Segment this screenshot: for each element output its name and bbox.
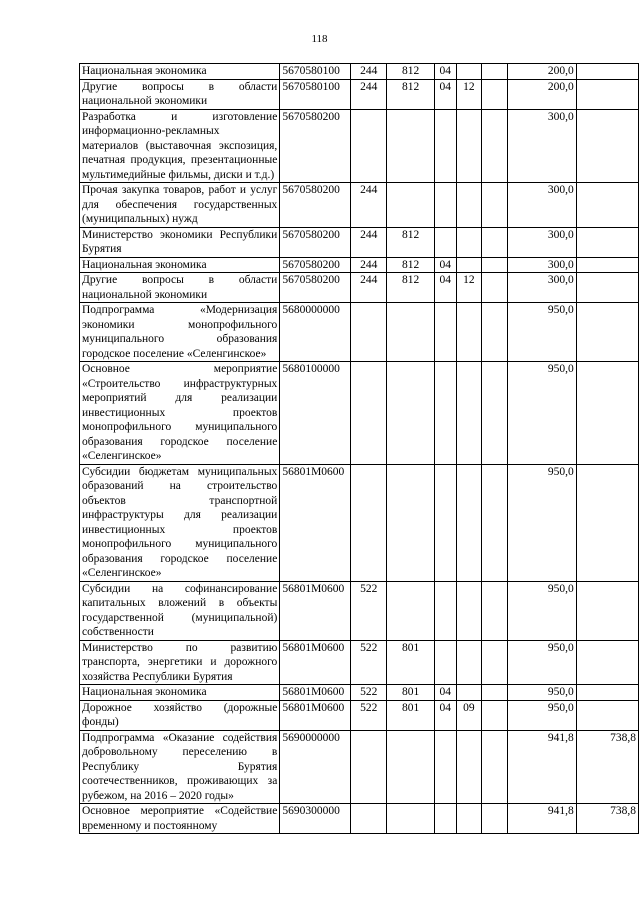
row-value-cell-3 bbox=[576, 183, 638, 228]
table-row bbox=[80, 730, 639, 804]
page-number: 118 bbox=[311, 33, 328, 45]
row-code-cell: 5670580100 bbox=[280, 64, 351, 80]
row-code-cell: 5680100000 bbox=[280, 362, 351, 465]
table-row bbox=[80, 227, 639, 257]
table-row bbox=[80, 183, 639, 228]
row-vr-cell bbox=[351, 362, 387, 465]
row-value-cell-1 bbox=[482, 804, 508, 834]
row-pr-cell bbox=[456, 64, 481, 80]
row-rz-cell bbox=[434, 109, 456, 183]
row-value-cell-1 bbox=[482, 79, 508, 109]
row-rz-cell bbox=[434, 227, 456, 257]
row-name-cell: Национальная экономика bbox=[80, 685, 280, 701]
row-vr-cell: 522 bbox=[351, 685, 387, 701]
row-name-cell: Национальная экономика bbox=[80, 64, 280, 80]
row-value-cell-2: 200,0 bbox=[507, 79, 576, 109]
row-value-cell-1 bbox=[482, 257, 508, 273]
row-name-cell: Основное мероприятие «Содействие временному и постоянному bbox=[80, 804, 280, 834]
row-value-cell-2: 950,0 bbox=[507, 640, 576, 685]
row-value-cell-1 bbox=[482, 581, 508, 640]
row-rz-cell bbox=[434, 730, 456, 804]
row-value-cell-3 bbox=[576, 303, 638, 362]
row-pr-cell: 12 bbox=[456, 79, 481, 109]
row-value-cell-1 bbox=[482, 273, 508, 303]
row-value-cell-1 bbox=[482, 685, 508, 701]
row-value-cell-1 bbox=[482, 183, 508, 228]
row-value-cell-1 bbox=[482, 362, 508, 465]
row-rz-cell bbox=[434, 464, 456, 581]
table-row bbox=[80, 685, 639, 701]
row-value-cell-2: 300,0 bbox=[507, 257, 576, 273]
budget-table bbox=[79, 63, 639, 834]
row-value-cell-2: 200,0 bbox=[507, 64, 576, 80]
row-pr-cell: 12 bbox=[456, 273, 481, 303]
row-name-cell: Подпрограмма «Оказание содействия добровольному переселению в Республику Бурятия соотечественников, проживающих за рубежом, на 2016 – 2020 годы» bbox=[80, 730, 280, 804]
row-code-cell: 5670580200 bbox=[280, 257, 351, 273]
row-value-cell-2: 950,0 bbox=[507, 581, 576, 640]
row-vr-cell: 522 bbox=[351, 581, 387, 640]
row-name-cell: Разработка и изготовление информационно-рекламных материалов (выставочная экспозиция, печатная продукция, презентационные мультимедийные фильмы, диски и т.д.) bbox=[80, 109, 280, 183]
table-row bbox=[80, 257, 639, 273]
row-rz-cell bbox=[434, 804, 456, 834]
row-grbs-cell bbox=[387, 183, 435, 228]
row-value-cell-3 bbox=[576, 700, 638, 730]
row-name-cell: Национальная экономика bbox=[80, 257, 280, 273]
row-pr-cell bbox=[456, 730, 481, 804]
row-vr-cell bbox=[351, 730, 387, 804]
row-value-cell-2: 950,0 bbox=[507, 700, 576, 730]
row-pr-cell bbox=[456, 227, 481, 257]
row-value-cell-1 bbox=[482, 227, 508, 257]
row-pr-cell bbox=[456, 804, 481, 834]
row-grbs-cell: 801 bbox=[387, 640, 435, 685]
row-grbs-cell: 801 bbox=[387, 700, 435, 730]
row-value-cell-2: 300,0 bbox=[507, 183, 576, 228]
row-value-cell-3 bbox=[576, 362, 638, 465]
row-value-cell-3 bbox=[576, 227, 638, 257]
row-grbs-cell: 812 bbox=[387, 64, 435, 80]
table-row bbox=[80, 581, 639, 640]
row-value-cell-3: 738,8 bbox=[576, 730, 638, 804]
row-vr-cell: 244 bbox=[351, 227, 387, 257]
row-pr-cell bbox=[456, 362, 481, 465]
row-rz-cell: 04 bbox=[434, 685, 456, 701]
row-vr-cell: 522 bbox=[351, 640, 387, 685]
row-name-cell: Министерство экономики Республики Бурятия bbox=[80, 227, 280, 257]
row-code-cell: 5670580100 bbox=[280, 79, 351, 109]
row-rz-cell bbox=[434, 640, 456, 685]
table-row bbox=[80, 109, 639, 183]
row-pr-cell bbox=[456, 464, 481, 581]
row-value-cell-3 bbox=[576, 109, 638, 183]
row-vr-cell: 244 bbox=[351, 273, 387, 303]
table-row bbox=[80, 273, 639, 303]
row-vr-cell: 244 bbox=[351, 183, 387, 228]
row-grbs-cell: 812 bbox=[387, 79, 435, 109]
row-rz-cell: 04 bbox=[434, 273, 456, 303]
row-pr-cell bbox=[456, 183, 481, 228]
row-name-cell: Подпрограмма «Модернизация экономики монопрофильного муниципального образования городское поселение «Селенгинское» bbox=[80, 303, 280, 362]
table-row bbox=[80, 79, 639, 109]
row-code-cell: 5670580200 bbox=[280, 227, 351, 257]
table-row bbox=[80, 362, 639, 465]
row-grbs-cell: 812 bbox=[387, 227, 435, 257]
row-code-cell: 56801М0600 bbox=[280, 581, 351, 640]
row-name-cell: Прочая закупка товаров, работ и услуг для обеспечения государственных (муниципальных) нужд bbox=[80, 183, 280, 228]
row-name-cell: Дорожное хозяйство (дорожные фонды) bbox=[80, 700, 280, 730]
row-value-cell-3 bbox=[576, 273, 638, 303]
row-vr-cell: 244 bbox=[351, 257, 387, 273]
row-pr-cell bbox=[456, 685, 481, 701]
row-rz-cell bbox=[434, 362, 456, 465]
row-grbs-cell bbox=[387, 804, 435, 834]
row-code-cell: 56801М0600 bbox=[280, 464, 351, 581]
row-grbs-cell bbox=[387, 464, 435, 581]
table-row bbox=[80, 303, 639, 362]
row-vr-cell bbox=[351, 804, 387, 834]
row-rz-cell: 04 bbox=[434, 64, 456, 80]
row-value-cell-1 bbox=[482, 109, 508, 183]
row-code-cell: 56801М0600 bbox=[280, 640, 351, 685]
row-vr-cell: 522 bbox=[351, 700, 387, 730]
row-value-cell-3 bbox=[576, 640, 638, 685]
row-pr-cell bbox=[456, 257, 481, 273]
row-name-cell: Другие вопросы в области национальной экономики bbox=[80, 79, 280, 109]
row-grbs-cell bbox=[387, 303, 435, 362]
row-value-cell-2: 300,0 bbox=[507, 227, 576, 257]
row-name-cell: Министерство по развитию транспорта, энергетики и дорожного хозяйства Республики Бурятия bbox=[80, 640, 280, 685]
table-row bbox=[80, 640, 639, 685]
row-value-cell-3 bbox=[576, 464, 638, 581]
row-pr-cell bbox=[456, 109, 481, 183]
row-value-cell-2: 950,0 bbox=[507, 362, 576, 465]
row-rz-cell bbox=[434, 581, 456, 640]
row-pr-cell: 09 bbox=[456, 700, 481, 730]
row-value-cell-2: 941,8 bbox=[507, 804, 576, 834]
row-value-cell-2: 300,0 bbox=[507, 109, 576, 183]
row-code-cell: 5680000000 bbox=[280, 303, 351, 362]
row-code-cell: 56801М0600 bbox=[280, 685, 351, 701]
row-value-cell-1 bbox=[482, 730, 508, 804]
row-value-cell-1 bbox=[482, 64, 508, 80]
row-name-cell: Основное мероприятие «Строительство инфраструктурных мероприятий для реализации инвестиционных проектов монопрофильного муниципального образования городское поселение «Селенгинское» bbox=[80, 362, 280, 465]
row-vr-cell: 244 bbox=[351, 79, 387, 109]
row-vr-cell bbox=[351, 464, 387, 581]
row-value-cell-1 bbox=[482, 640, 508, 685]
row-value-cell-2: 950,0 bbox=[507, 303, 576, 362]
table-row bbox=[80, 700, 639, 730]
row-rz-cell bbox=[434, 303, 456, 362]
row-rz-cell: 04 bbox=[434, 79, 456, 109]
row-vr-cell bbox=[351, 303, 387, 362]
row-value-cell-3 bbox=[576, 257, 638, 273]
row-pr-cell bbox=[456, 640, 481, 685]
row-pr-cell bbox=[456, 303, 481, 362]
row-value-cell-3: 738,8 bbox=[576, 804, 638, 834]
row-rz-cell bbox=[434, 183, 456, 228]
row-grbs-cell bbox=[387, 730, 435, 804]
row-code-cell: 5670580200 bbox=[280, 183, 351, 228]
row-grbs-cell bbox=[387, 581, 435, 640]
row-pr-cell bbox=[456, 581, 481, 640]
row-vr-cell bbox=[351, 109, 387, 183]
row-value-cell-3 bbox=[576, 79, 638, 109]
row-name-cell: Субсидии на софинансирование капитальных вложений в объекты государственной (муниципальной) собственности bbox=[80, 581, 280, 640]
table-row bbox=[80, 64, 639, 80]
row-code-cell: 5670580200 bbox=[280, 109, 351, 183]
row-grbs-cell: 812 bbox=[387, 273, 435, 303]
row-name-cell: Другие вопросы в области национальной экономики bbox=[80, 273, 280, 303]
row-code-cell: 5690000000 bbox=[280, 730, 351, 804]
row-value-cell-3 bbox=[576, 685, 638, 701]
row-grbs-cell bbox=[387, 109, 435, 183]
table-row bbox=[80, 464, 639, 581]
row-value-cell-3 bbox=[576, 581, 638, 640]
row-vr-cell: 244 bbox=[351, 64, 387, 80]
row-value-cell-3 bbox=[576, 64, 638, 80]
row-rz-cell: 04 bbox=[434, 700, 456, 730]
row-value-cell-1 bbox=[482, 700, 508, 730]
table-body bbox=[80, 64, 639, 834]
row-name-cell: Субсидии бюджетам муниципальных образований на строительство объектов транспортной инфраструктуры для реализации инвестиционных проектов монопрофильного муниципального образования городское поселение «Селенгинское» bbox=[80, 464, 280, 581]
row-grbs-cell bbox=[387, 362, 435, 465]
row-value-cell-1 bbox=[482, 303, 508, 362]
row-code-cell: 5690300000 bbox=[280, 804, 351, 834]
table-row bbox=[80, 804, 639, 834]
row-value-cell-2: 950,0 bbox=[507, 685, 576, 701]
row-code-cell: 56801М0600 bbox=[280, 700, 351, 730]
row-value-cell-2: 941,8 bbox=[507, 730, 576, 804]
row-value-cell-1 bbox=[482, 464, 508, 581]
row-rz-cell: 04 bbox=[434, 257, 456, 273]
row-value-cell-2: 950,0 bbox=[507, 464, 576, 581]
row-grbs-cell: 812 bbox=[387, 257, 435, 273]
row-grbs-cell: 801 bbox=[387, 685, 435, 701]
row-code-cell: 5670580200 bbox=[280, 273, 351, 303]
row-value-cell-2: 300,0 bbox=[507, 273, 576, 303]
